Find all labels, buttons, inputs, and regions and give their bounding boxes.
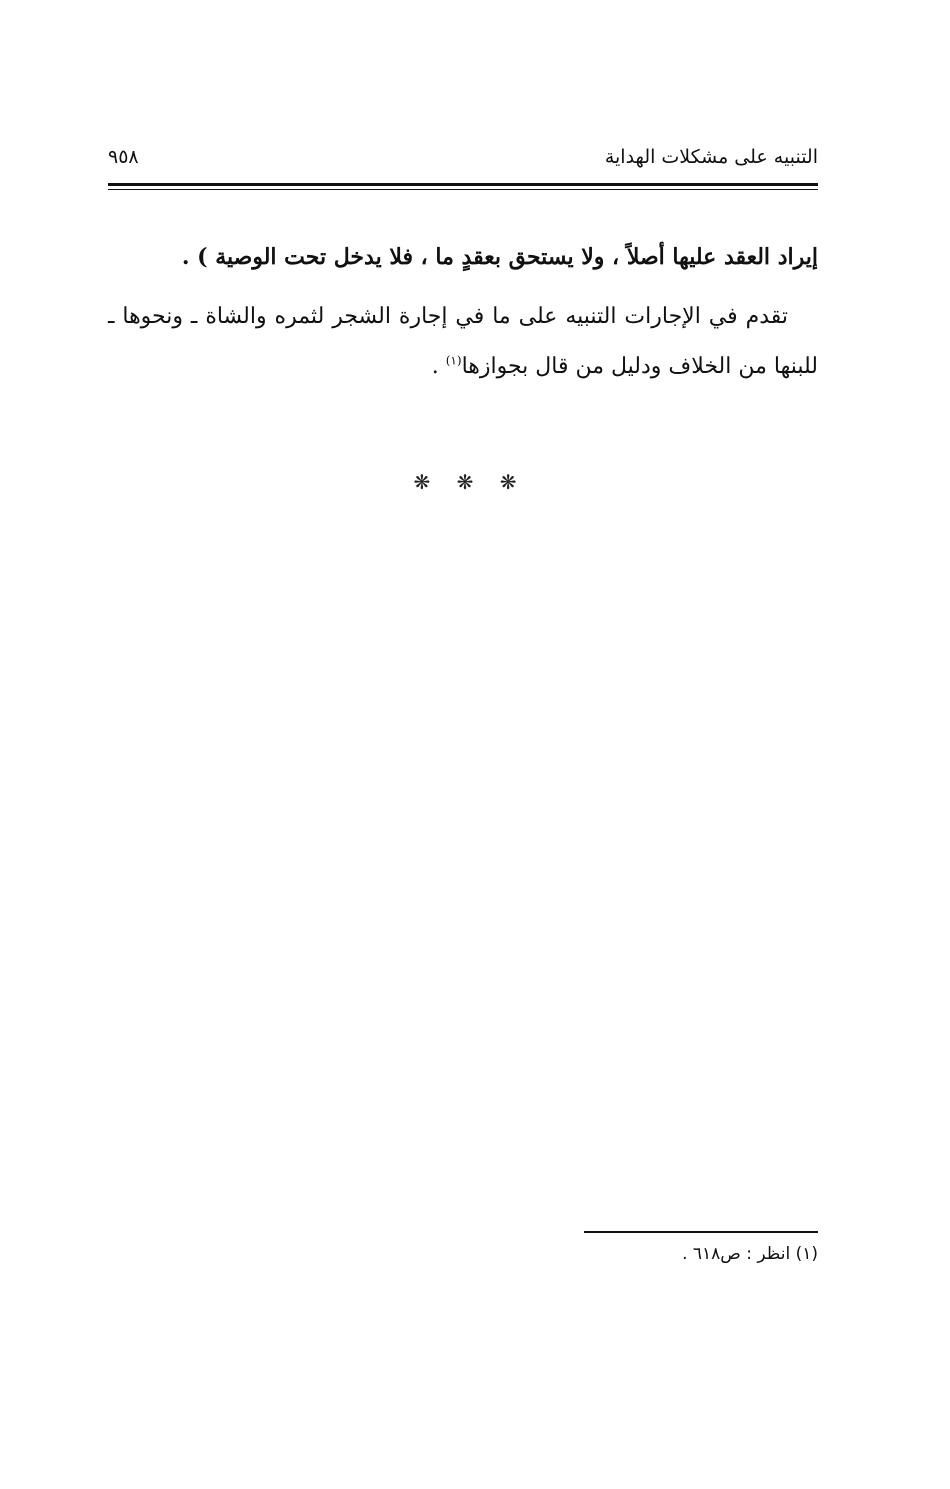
page-header xyxy=(108,146,818,186)
bold-continuation-line: إيراد العقد عليها أصلاً ، ولا يستحق بعقدٍ ما ، فلا يدخل تحت الوصية ) . xyxy=(181,244,818,270)
footnote-marker: (١) xyxy=(795,1244,818,1264)
body-paragraph xyxy=(108,292,818,392)
paragraph-end: . xyxy=(431,354,446,379)
paragraph-text: تقدم في الإجارات التنبيه على ما في إجارة الشجر لثمره والشاة ـ ونحوها ـ للبنها من الخلاف ودليل من قال بجوازها xyxy=(108,304,818,379)
header-rule-thin xyxy=(108,189,818,190)
running-title: التنبيه على مشكلات الهداية xyxy=(604,146,818,168)
section-separator: ❋ ❋ ❋ xyxy=(413,470,527,494)
footnote xyxy=(540,1244,818,1264)
header-rule-thick xyxy=(108,183,818,186)
footnote-reference[interactable]: (١) xyxy=(445,353,462,368)
footnote-rule xyxy=(584,1231,818,1233)
page-number: ٩٥٨ xyxy=(108,146,139,168)
footnote-text: انظر : ص٦١٨ . xyxy=(682,1244,791,1264)
